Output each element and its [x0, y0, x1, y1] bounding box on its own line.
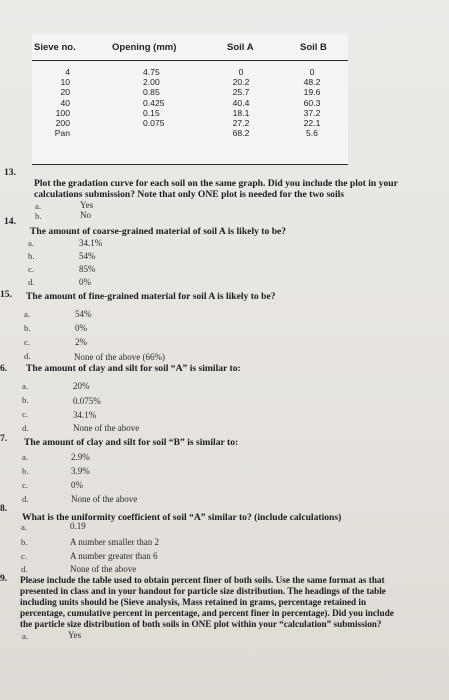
table-cell: 25.7: [232, 87, 250, 98]
option-19a[interactable]: Yes: [68, 630, 82, 640]
question-line: the particle size distribution of both soils in ONE plot within your “calculation” submission?: [20, 619, 382, 629]
option-17a[interactable]: 2.9%: [71, 452, 90, 462]
option-letter: b.: [28, 251, 35, 261]
option-letter: a.: [24, 309, 31, 319]
table-cell: 22.1: [303, 118, 321, 129]
question-line: including units should be (Sieve analysis, Mass retained in grams, percentage retained in: [20, 597, 367, 607]
option-letter: d.: [24, 351, 31, 361]
option-14a[interactable]: 34.1%: [79, 238, 103, 248]
question-13-number: 13.: [4, 167, 16, 178]
column-opening: [143, 67, 165, 128]
option-18d[interactable]: None of the above: [70, 564, 137, 574]
header-soil-b: Soil B: [300, 42, 327, 53]
option-letter: b.: [22, 395, 29, 405]
question-16-number: 6.: [0, 363, 8, 374]
question-17-text: [24, 437, 238, 448]
table-cell: 5.6: [306, 128, 318, 139]
table-cell: 200: [55, 118, 70, 129]
option-18b[interactable]: A number smaller than 2: [70, 537, 159, 547]
option-13b[interactable]: No: [80, 210, 91, 220]
table-cell: 18.1: [232, 107, 250, 118]
option-17c[interactable]: 0%: [71, 480, 83, 490]
option-15c[interactable]: 2%: [75, 337, 87, 347]
header-sieve-no: Sieve no.: [34, 42, 76, 53]
table-cell: 0.425: [143, 97, 165, 108]
table-cell: 0.85: [143, 87, 160, 98]
option-17d[interactable]: None of the above: [71, 494, 138, 504]
table-cell: 4.75: [143, 67, 160, 77]
option-letter: a.: [35, 201, 42, 211]
question-14-number: 14.: [4, 216, 16, 227]
table-cell: 20.2: [232, 77, 250, 88]
question-line: Plot the gradation curve for each soil on the same graph. Did you include the plot in your: [34, 178, 398, 189]
option-18a[interactable]: 0.19: [70, 521, 86, 531]
table-cell: 0.075: [143, 118, 165, 129]
table-cell: 19.6: [303, 87, 321, 98]
table-cell: 48.2: [303, 77, 321, 88]
option-15a[interactable]: 54%: [75, 309, 92, 319]
table-cell: 20: [60, 87, 70, 98]
option-15d[interactable]: None of the above (66%): [74, 352, 165, 362]
option-17b[interactable]: 3.9%: [71, 466, 90, 476]
table-cell: 0.15: [143, 107, 160, 118]
header-opening: Opening (mm): [112, 42, 177, 53]
option-13a[interactable]: Yes: [80, 200, 94, 210]
table-cell: Pan: [54, 128, 70, 139]
option-letter: c.: [22, 409, 29, 419]
column-soil-b: [295, 67, 329, 138]
option-letter: a.: [22, 452, 29, 462]
option-letter: c.: [24, 337, 31, 347]
header-soil-a: Soil A: [227, 42, 254, 53]
question-line: presented in class and in your handout for particle size distribution. The headings of the table: [20, 586, 386, 596]
option-14b[interactable]: 54%: [79, 251, 96, 261]
option-16a[interactable]: 20%: [73, 381, 90, 391]
question-line: calculations submission? Note that only ONE plot is needed for the two soils: [34, 189, 345, 200]
option-letter: b.: [22, 466, 29, 476]
table-cell: 2.00: [143, 77, 160, 88]
option-letter: d.: [22, 423, 29, 433]
option-letter: b.: [21, 537, 28, 547]
question-line: The amount of clay and silt for soil “B” is similar to:: [24, 437, 239, 448]
option-16d[interactable]: None of the above: [73, 423, 140, 433]
sieve-table: [32, 34, 348, 165]
table-cell: 60.3: [303, 97, 321, 108]
option-letter: d.: [28, 277, 35, 287]
option-letter: c.: [21, 551, 28, 561]
table-cell: 0: [309, 67, 315, 77]
option-16b[interactable]: 0.075%: [73, 396, 101, 406]
option-letter: d.: [22, 494, 29, 504]
option-letter: a.: [22, 631, 29, 641]
table-cell: 68.2: [232, 128, 250, 139]
question-line: The amount of clay and silt for soil “A” is similar to:: [26, 363, 241, 374]
option-letter: a.: [22, 381, 29, 391]
option-letter: b.: [24, 323, 31, 333]
option-letter: d.: [21, 564, 28, 574]
option-16c[interactable]: 34.1%: [73, 410, 97, 420]
table-bottom-rule: [32, 164, 348, 165]
option-15b[interactable]: 0%: [75, 323, 87, 333]
option-14d[interactable]: 0%: [79, 277, 91, 287]
question-line: What is the uniformity coefficient of soil “A” similar to? (include calculations): [22, 512, 342, 523]
table-cell: 40.4: [232, 97, 250, 108]
column-soil-a: [224, 67, 258, 138]
question-line: The amount of fine-grained material for soil A is likely to be?: [26, 291, 276, 302]
table-cell: 10: [60, 77, 70, 88]
question-19-text: [20, 575, 394, 630]
question-17-number: 7.: [0, 433, 8, 444]
question-line: The amount of coarse-grained material of soil A is likely to be?: [30, 226, 287, 237]
option-letter: a.: [28, 238, 35, 248]
question-15-text: [26, 291, 276, 302]
option-14c[interactable]: 85%: [79, 264, 96, 274]
question-19-number: 9.: [0, 573, 8, 584]
option-letter: c.: [22, 480, 29, 490]
question-16-text: [26, 363, 241, 374]
question-line: Please include the table used to obtain percent finer of both soils. Use the same format as that: [20, 575, 385, 585]
table-cell: 37.2: [303, 107, 321, 118]
question-18-number: 8.: [0, 503, 8, 514]
option-letter: b.: [35, 211, 42, 221]
table-cell: 40: [60, 97, 70, 108]
option-letter: a.: [21, 522, 28, 532]
table-cell: 100: [55, 107, 70, 118]
option-letter: c.: [28, 264, 35, 274]
table-cell: 27.2: [232, 118, 250, 129]
question-14-text: [30, 226, 286, 237]
question-15-number: 15.: [0, 289, 12, 300]
question-13-text: [34, 178, 398, 200]
question-line: percentage, cumulative percent in percentage, and percent finer in percentage). Did you include: [20, 608, 394, 618]
table-header-rule: [32, 60, 348, 61]
column-sieve-no: [46, 67, 70, 138]
option-18c[interactable]: A number greater than 6: [70, 551, 158, 561]
table-cell: 0: [238, 67, 244, 77]
table-cell: 4: [65, 67, 70, 77]
